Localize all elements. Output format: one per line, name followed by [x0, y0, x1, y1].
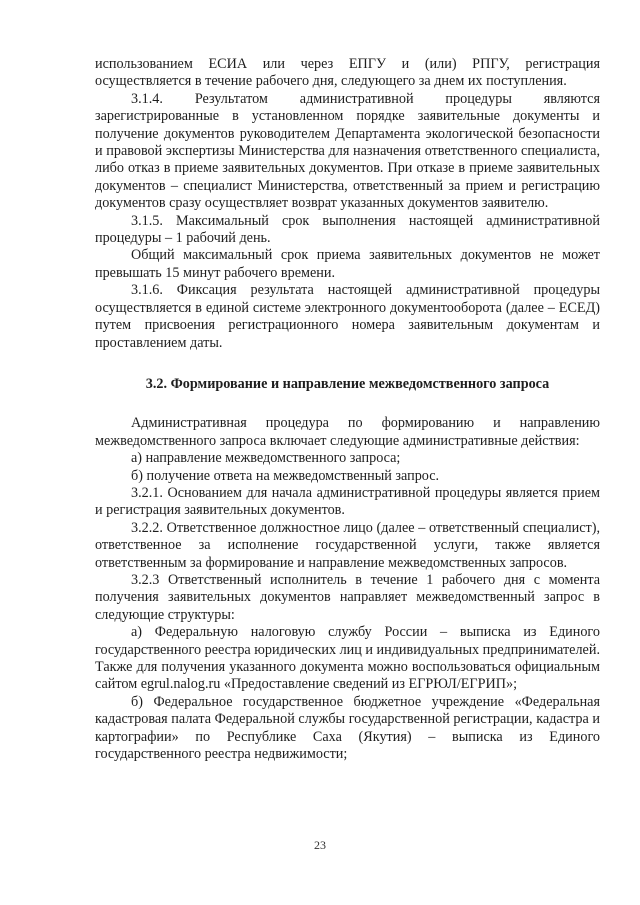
paragraph-3-1-5: 3.1.5. Максимальный срок выполнения настоящей административной процедуры – 1 рабочий день.: [95, 212, 600, 247]
paragraph-continuation: использованием ЕСИА или через ЕПГУ и (или) РПГУ, регистрация осуществляется в течение рабочего дня, следующего за днем их поступления.: [95, 56, 600, 90]
structure-item-b: б) Федеральное государственное бюджетное учреждение «Федеральная кадастровая палата Федеральной службы государственной регистрации, кадастра и картографии» по Республике Саха (Якутия) – выписка из Единого государственного реестра недвижимости;: [95, 693, 600, 763]
paragraph-3-1-4: 3.1.4. Результатом административной процедуры являются зарегистрированные в установленном порядке заявительные документы и получение документов руководителем Департамента экологической безопасности и правовой экспертизы Министерства для назначения ответственного специалиста, либо отказ в приеме заявительных документов. При отказе в приеме заявительных документов – специалист Министерства, ответственный за прием и регистрацию документов сразу осуществляет возврат указанных документов заявителю.: [95, 90, 600, 212]
paragraph-procedure-intro: Административная процедура по формированию и направлению межведомственного запроса включает следующие административные действия:: [95, 415, 600, 449]
list-item-a: а) направление межведомственного запроса;: [131, 450, 401, 467]
structure-item-a: а) Федеральную налоговую службу России – выписка из Единого государственного реестра юридических лиц и индивидуальных предпринимателей. Также для получения указанного документа можно воспользоваться официальным сайтом egrul.nalog.ru «Предоставление сведений из ЕГРЮЛ/ЕГРИП»;: [95, 624, 600, 693]
paragraph-3-1-6: 3.1.6. Фиксация результата настоящей административной процедуры осуществляется в единой системе электронного документооборота (далее – ЕСЕД) путем присвоения регистрационного номера заявительным документам и проставлением даты.: [95, 282, 600, 351]
page-number: 23: [314, 838, 326, 852]
section-heading-3-2: 3.2. Формирование и направление межведомственного запроса: [145, 375, 550, 392]
document-body: [95, 56, 600, 763]
paragraph-max-time: Общий максимальный срок приема заявительных документов не может превышать 15 минут рабочего времени.: [95, 247, 600, 281]
paragraph-3-2-3: 3.2.3 Ответственный исполнитель в течение 1 рабочего дня с момента получения заявительных документов направляет межведомственный запрос в следующие структуры:: [95, 571, 600, 623]
paragraph-3-2-1: 3.2.1. Основанием для начала административной процедуры является прием и регистрация заявительных документов.: [95, 484, 600, 519]
list-item-b: б) получение ответа на межведомственный запрос.: [131, 467, 440, 484]
paragraph-3-2-2: 3.2.2. Ответственное должностное лицо (далее – ответственный специалист), ответственное за исполнение государственной услуги, также является ответственным за формирование и направление межведомственных запросов.: [95, 519, 600, 571]
